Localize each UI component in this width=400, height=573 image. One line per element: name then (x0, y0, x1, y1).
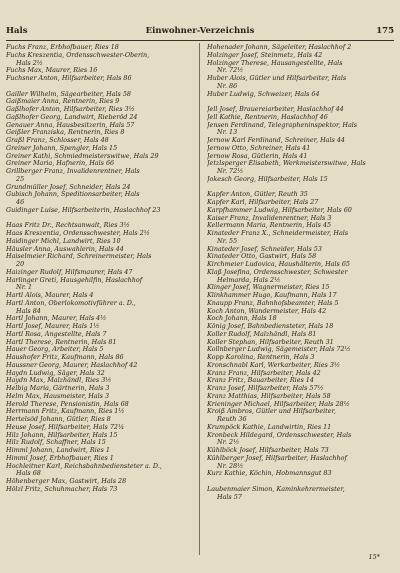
directory-entry: Klinkhammer Hugo, Kaufmann, Hals 17 (207, 292, 337, 299)
directory-entry: Haushofer Fritz, Kaufmann, Hals 86 (6, 354, 124, 361)
directory-entry: Holzinger Therese, Hausangestellte, Hals (207, 59, 343, 67)
directory-entry: Kirchmeier Ludovica, Haushälterin, Hals 65 (207, 261, 350, 268)
directory-entry: Greiner Maria, Hafnerin, Hals 66 (6, 160, 115, 168)
directory-entry: Haizinger Rudolf, Hilfsmaurer, Hals 47 (6, 268, 133, 276)
directory-entry: Häusler Anna, Auswahlerin, Hals 44 (6, 245, 124, 253)
directory-entry: Jokesch Georg, Hilfsarbeiter, Hals 15 (207, 175, 328, 183)
directory-entry: Laubenmaier Simon, Kaminkehrermeister, (207, 485, 345, 493)
directory-entry (6, 83, 195, 91)
directory-entry: Nr. 86 (217, 82, 238, 90)
directory-entry: Kroiß Ambros, Gütler und Hilfsarbeiter, (207, 408, 336, 416)
directory-entry (207, 478, 396, 486)
directory-entry: Jetzlsperger Elisabeth, Werkmeisterswitwe, Hals (207, 160, 366, 168)
header-left: Hals (6, 26, 28, 36)
directory-entry: Knaupp Franz, Bahnhofsbeamter, Hals 5 (207, 299, 339, 307)
page-number: 175 (376, 26, 394, 36)
directory-entry: Hilz Rudolf, Schaffner, Hals 15 (6, 439, 106, 447)
column-divider (199, 43, 200, 555)
directory-entry: Genauer Anna, Hausbesitzerin, Hals 57 (6, 121, 135, 129)
directory-entry: Nr. 28½ (217, 462, 244, 470)
directory-entry: Hölzl Fritz, Schuhmacher, Hals 73 (6, 485, 118, 493)
directory-entry: Haas Fritz Dr., Rechtsanwalt, Ries 3½ (6, 222, 130, 230)
directory-entry: Hartl Anton, Oberlokomotivführer a. D., (6, 299, 136, 307)
directory-entry: Kranz Josef, Hilfsarbeiter, Hals 57½ (207, 385, 324, 392)
directory-entry: Kinateder Franz X., Schneidermeister, Hals (207, 230, 349, 237)
directory-entry: Nr. 2½ (217, 439, 240, 447)
directory-entry: Fuchs Franz, Erbhofbauer, Ries 18 (6, 44, 119, 51)
directory-entry: Huber Ludwig, Schweizer, Hals 64 (207, 90, 320, 98)
directory-entry: Reuth 36 (217, 416, 247, 423)
directory-entry: Nr. 72½ (217, 67, 244, 75)
directory-entry: Hals 57 (217, 493, 242, 501)
directory-entry: Koller Stephan, Hilfsarbeiter, Reuth 31 (207, 338, 334, 346)
directory-entry: Kranz Matthias, Hilfsarbeiter, Hals 58 (207, 392, 331, 400)
directory-entry: Nr. 55 (217, 237, 238, 245)
directory-entry: Gaßlhofer Georg, Landwirt, Rieberöd 24 (6, 113, 138, 121)
directory-entry: Kollnberger Ludwig, Sägemeister, Hals 72½ (207, 346, 351, 354)
directory-entry: Fuchs Max, Maurer, Ries 16 (6, 67, 98, 75)
directory-entry: 25 (16, 175, 25, 183)
directory-entry: Hauer Georg, Arbeiter, Hals 5 (6, 346, 104, 354)
directory-entry: Nr. 72½ (217, 168, 244, 175)
directory-entry: Helbig Maria, Gärtnerin, Hals 3 (6, 385, 110, 392)
printer-signature: 15* (368, 553, 380, 561)
directory-entry (207, 98, 396, 106)
directory-entry: Kellermann Maria, Rentnerin, Hals 45 (207, 222, 332, 230)
directory-entry: Heuse Josef, Hilfsarbeiter, Hals 72¼ (6, 423, 125, 431)
directory-entry: Gaißmaier Anna, Rentnerin, Ries 9 (6, 98, 120, 106)
directory-entry: Jensen Ferdinand, Telegrapheninspektor, Hals (207, 121, 358, 129)
directory-entry: Koller Rudolf, Malzhändl, Hals 81 (207, 330, 317, 338)
directory-entry: Fuchs Kreszentia, Ordensschwester-Oberin, (6, 51, 150, 59)
directory-entry: Hertelsöd Johann, Gütler, Ries 8 (6, 416, 111, 423)
directory-entry: Koch Johann, Hals 18 (207, 315, 277, 323)
directory-entry: Hohenader Johann, Sägeleiter, Haslachhof 2 (207, 44, 352, 51)
directory-entry: Höhenberger Max, Gastwirt, Hals 28 (6, 478, 127, 485)
directory-entry: Kopp Karolina, Rentnerin, Hals 3 (207, 354, 315, 361)
directory-entry: Kranz Fritz, Bauarbeiter, Ries 14 (207, 377, 314, 385)
directory-entry: Gaßlhofer Anton, Hilfsarbeiter, Ries 3½ (6, 106, 135, 113)
directory-entry: Karpfhammer Ludwig, Hilfsarbeiter, Hals 60 (207, 206, 352, 214)
directory-entry: Hartl Rosa, Angestellte, Hals 7 (6, 330, 107, 338)
directory-entry (207, 184, 396, 192)
directory-entry: Nr. 13 (217, 129, 238, 137)
directory-entry: Klinger Josef, Wagnermeister, Ries 15 (207, 284, 330, 292)
directory-entry: Haussner Georg, Maurer, Haslachhof 42 (6, 361, 138, 369)
directory-entry: Hals 2½ (16, 59, 43, 67)
directory-entry: Herrmann Fritz, Kaufmann, Ries 1½ (6, 408, 125, 416)
directory-entry: Haidinger Michl, Landwirt, Ries 10 (6, 237, 121, 245)
directory-entry: Huber Alois, Gütler und Hilfsarbeiter, Hals (207, 75, 347, 82)
directory-entry: Kronschnabl Karl, Werkarbeiter, Ries 3½ (207, 361, 341, 369)
page-title: Einwohner-Verzeichnis (145, 26, 255, 36)
directory-entry: Fuchsner Anton, Hilfsarbeiter, Hals 86 (6, 75, 132, 82)
directory-entry: Gailler Wilhelm, Sägearbeiter, Hals 58 (6, 90, 132, 98)
directory-entry: Hartl Therese, Rentnerin, Hals 81 (6, 338, 117, 346)
directory-entry: Himml Johann, Landwirt, Ries 1 (6, 447, 110, 454)
directory-entry: Hartl Alois, Maurer, Hals 4 (6, 292, 94, 299)
directory-entry: Greiner Johann, Spengler, Hals 15 (6, 144, 118, 152)
directory-entry: Greiner Kathi, Schmiedmeisterswitwe, Hals 29 (6, 152, 159, 160)
directory-entry: Kinateder Josef, Schneider, Hals 53 (207, 245, 322, 253)
directory-entry: Geißler Franziska, Rentnerin, Ries 8 (6, 129, 125, 137)
directory-entry: Kinateder Otto, Gastwirt, Hals 58 (207, 253, 317, 261)
directory-entry: Graßl Franz, Schlosser, Hals 48 (6, 137, 109, 144)
directory-entry: Krumpöck Kathie, Landwirtin, Ries 11 (207, 423, 332, 431)
directory-entry: Hals 84 (16, 307, 41, 315)
directory-entry: Holzinger Josef, Steinmetz, Hals 42 (207, 51, 323, 59)
right-column (207, 44, 396, 501)
directory-entry: Kranz Franz, Hilfsarbeiter, Hals 42 (207, 369, 321, 377)
directory-entry: Haydn Ludwig, Säger, Hals 32 (6, 369, 105, 377)
directory-entry: Helmarda, Hals 2½ (217, 276, 281, 284)
directory-entry: Hartl Johann, Maurer, Hals 4½ (6, 315, 107, 323)
directory-entry: Haydn Max, Malzhändl, Ries 3½ (6, 377, 112, 385)
directory-entry: Grillberger Franz, Invalidenrentner, Hals (6, 168, 140, 175)
directory-entry: Kronbeck Hildegard, Ordensschwester, Hals (207, 431, 352, 439)
directory-entry: Klaß Josefina, Ordensschwester, Schwester (207, 268, 348, 276)
header-rule (6, 40, 394, 41)
directory-entry: Koch Anton, Wandermeister, Hals 42 (207, 307, 327, 315)
directory-entry: Kaiser Franz, Invalidenrentner, Hals 3 (207, 214, 332, 222)
directory-entry: Nr. 1 (16, 284, 33, 292)
directory-entry: Jernow Rosa, Gütlerin, Hals 41 (207, 152, 308, 160)
directory-entry: Jell Josef, Brauereiarbeiter, Haslachhof 44 (207, 106, 344, 113)
directory-entry: Haiselmeier Richard, Schreinermeister, Hals (6, 253, 152, 261)
directory-entry: Gubisch Johann, Speditionsarbeiter, Hals (6, 191, 140, 199)
directory-entry: Hochleitner Karl, Reichsbahnbediensteter a. D., (6, 462, 162, 470)
directory-entry: Haas Kreszentia, Ordensschwester, Hals 2½ (6, 230, 150, 237)
directory-entry: Helm Max, Hausmeister, Hals 3 (6, 392, 110, 400)
directory-entry: Kühlberger Josef, Hilfsarbeiter, Haslachhof (207, 454, 347, 462)
directory-entry: Himml Josef, Erbhofbauer, Ries 1 (6, 454, 114, 462)
directory-entry: Kapfer Karl, Hilfsarbeiter, Hals 27 (207, 199, 319, 206)
directory-entry: Krieninger Michael, Hilfsarbeiter, Hals 28½ (207, 400, 350, 408)
directory-entry (6, 215, 195, 223)
page-header (6, 26, 394, 38)
directory-entry: Jernow Otto, Schreiner, Hals 41 (207, 144, 311, 152)
directory-entry: Hartl Josef, Maurer, Hals 1½ (6, 323, 100, 330)
directory-entry: Grundmüller Josef, Schneider, Hals 24 (6, 183, 131, 191)
directory-entry: Harlinger Greti, Hausgehilfin, Haslachhof (6, 276, 143, 284)
directory-entry: König Josef, Bahnbediensteter, Hals 18 (207, 323, 334, 330)
directory-entry: Kühlböck Josef, Hilfsarbeiter, Hals 73 (207, 447, 329, 454)
directory-entry: Jernow Karl Ferdinand, Schreiner, Hals 44 (207, 137, 345, 144)
directory-entry: 20 (16, 261, 25, 268)
directory-entry: 46 (16, 199, 25, 206)
directory-entry: Kapfer Anton, Gütler, Reuth 35 (207, 191, 308, 199)
directory-entry: Hals 68 (16, 470, 41, 478)
directory-entry: Kurz Kathie, Köchin, Hobmannsgut 83 (207, 470, 332, 478)
directory-entry: Herold Therese, Pensionistin, Hals 68 (6, 400, 129, 408)
directory-entry: Hilz Johann, Hilfsarbeiter, Hals 15 (6, 431, 118, 439)
directory-entry: Guidinger Luise, Hilfsarbeiterin, Haslachhof 23 (6, 206, 161, 214)
directory-entry: Jell Kathie, Rentnerin, Haslachhof 46 (207, 113, 328, 121)
left-column (6, 44, 195, 494)
